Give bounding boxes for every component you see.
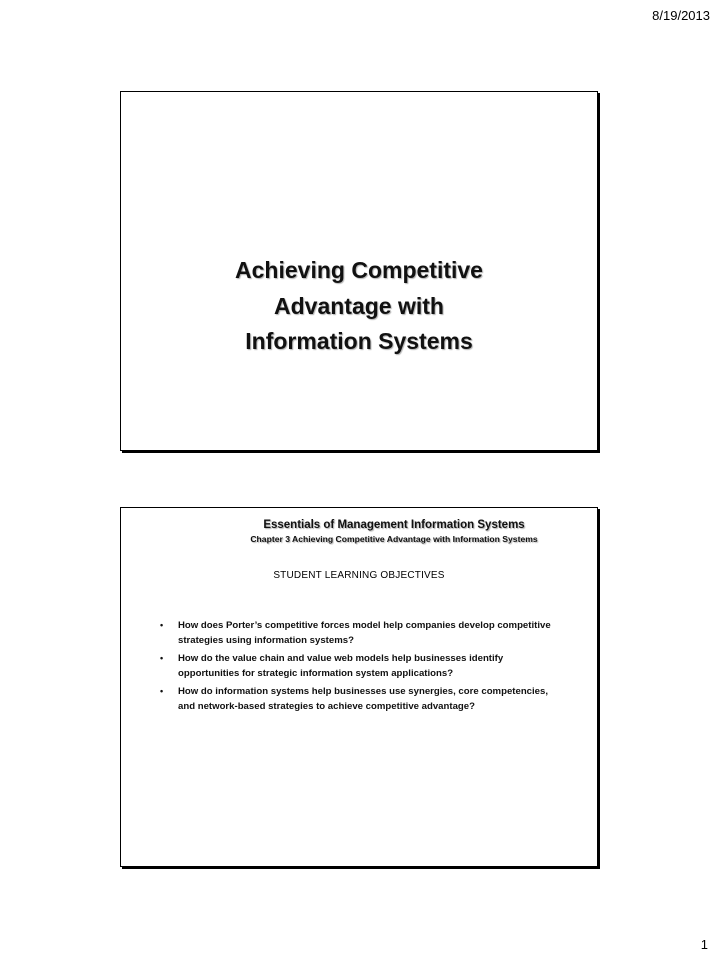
list-item-text: How do information systems help businesses use synergies, core competencies, and network-based strategies to achieve competitive advantage? <box>178 686 549 712</box>
list-item <box>157 684 557 714</box>
bullet-icon: • <box>160 686 164 696</box>
slide-title <box>120 91 598 451</box>
slide-header <box>121 519 597 544</box>
bullet-icon: • <box>160 620 164 630</box>
slide-title-line-3: Information Systems <box>245 328 473 355</box>
bullet-icon: • <box>160 653 164 663</box>
page-number: 1 <box>700 937 708 952</box>
chapter-subtitle: Chapter 3 Achieving Competitive Advantage with Information Systems <box>250 534 538 544</box>
slide-title-line-2: Advantage with <box>274 292 444 319</box>
slide-title-heading <box>121 253 597 360</box>
book-title: Essentials of Management Information Systems <box>263 519 525 531</box>
page-date: 8/19/2013 <box>652 8 710 23</box>
list-item-text: How does Porter’s competitive forces model help companies develop competitive strategies using information systems? <box>178 620 551 646</box>
slide-objectives <box>120 507 598 867</box>
list-item <box>157 618 557 648</box>
objectives-list <box>157 618 557 717</box>
list-item-text: How do the value chain and value web models help businesses identify opportunities for strategic information system applications? <box>178 653 504 679</box>
slide-title-line-1: Achieving Competitive <box>235 257 483 283</box>
objectives-heading: STUDENT LEARNING OBJECTIVES <box>273 570 445 581</box>
list-item <box>157 651 557 681</box>
